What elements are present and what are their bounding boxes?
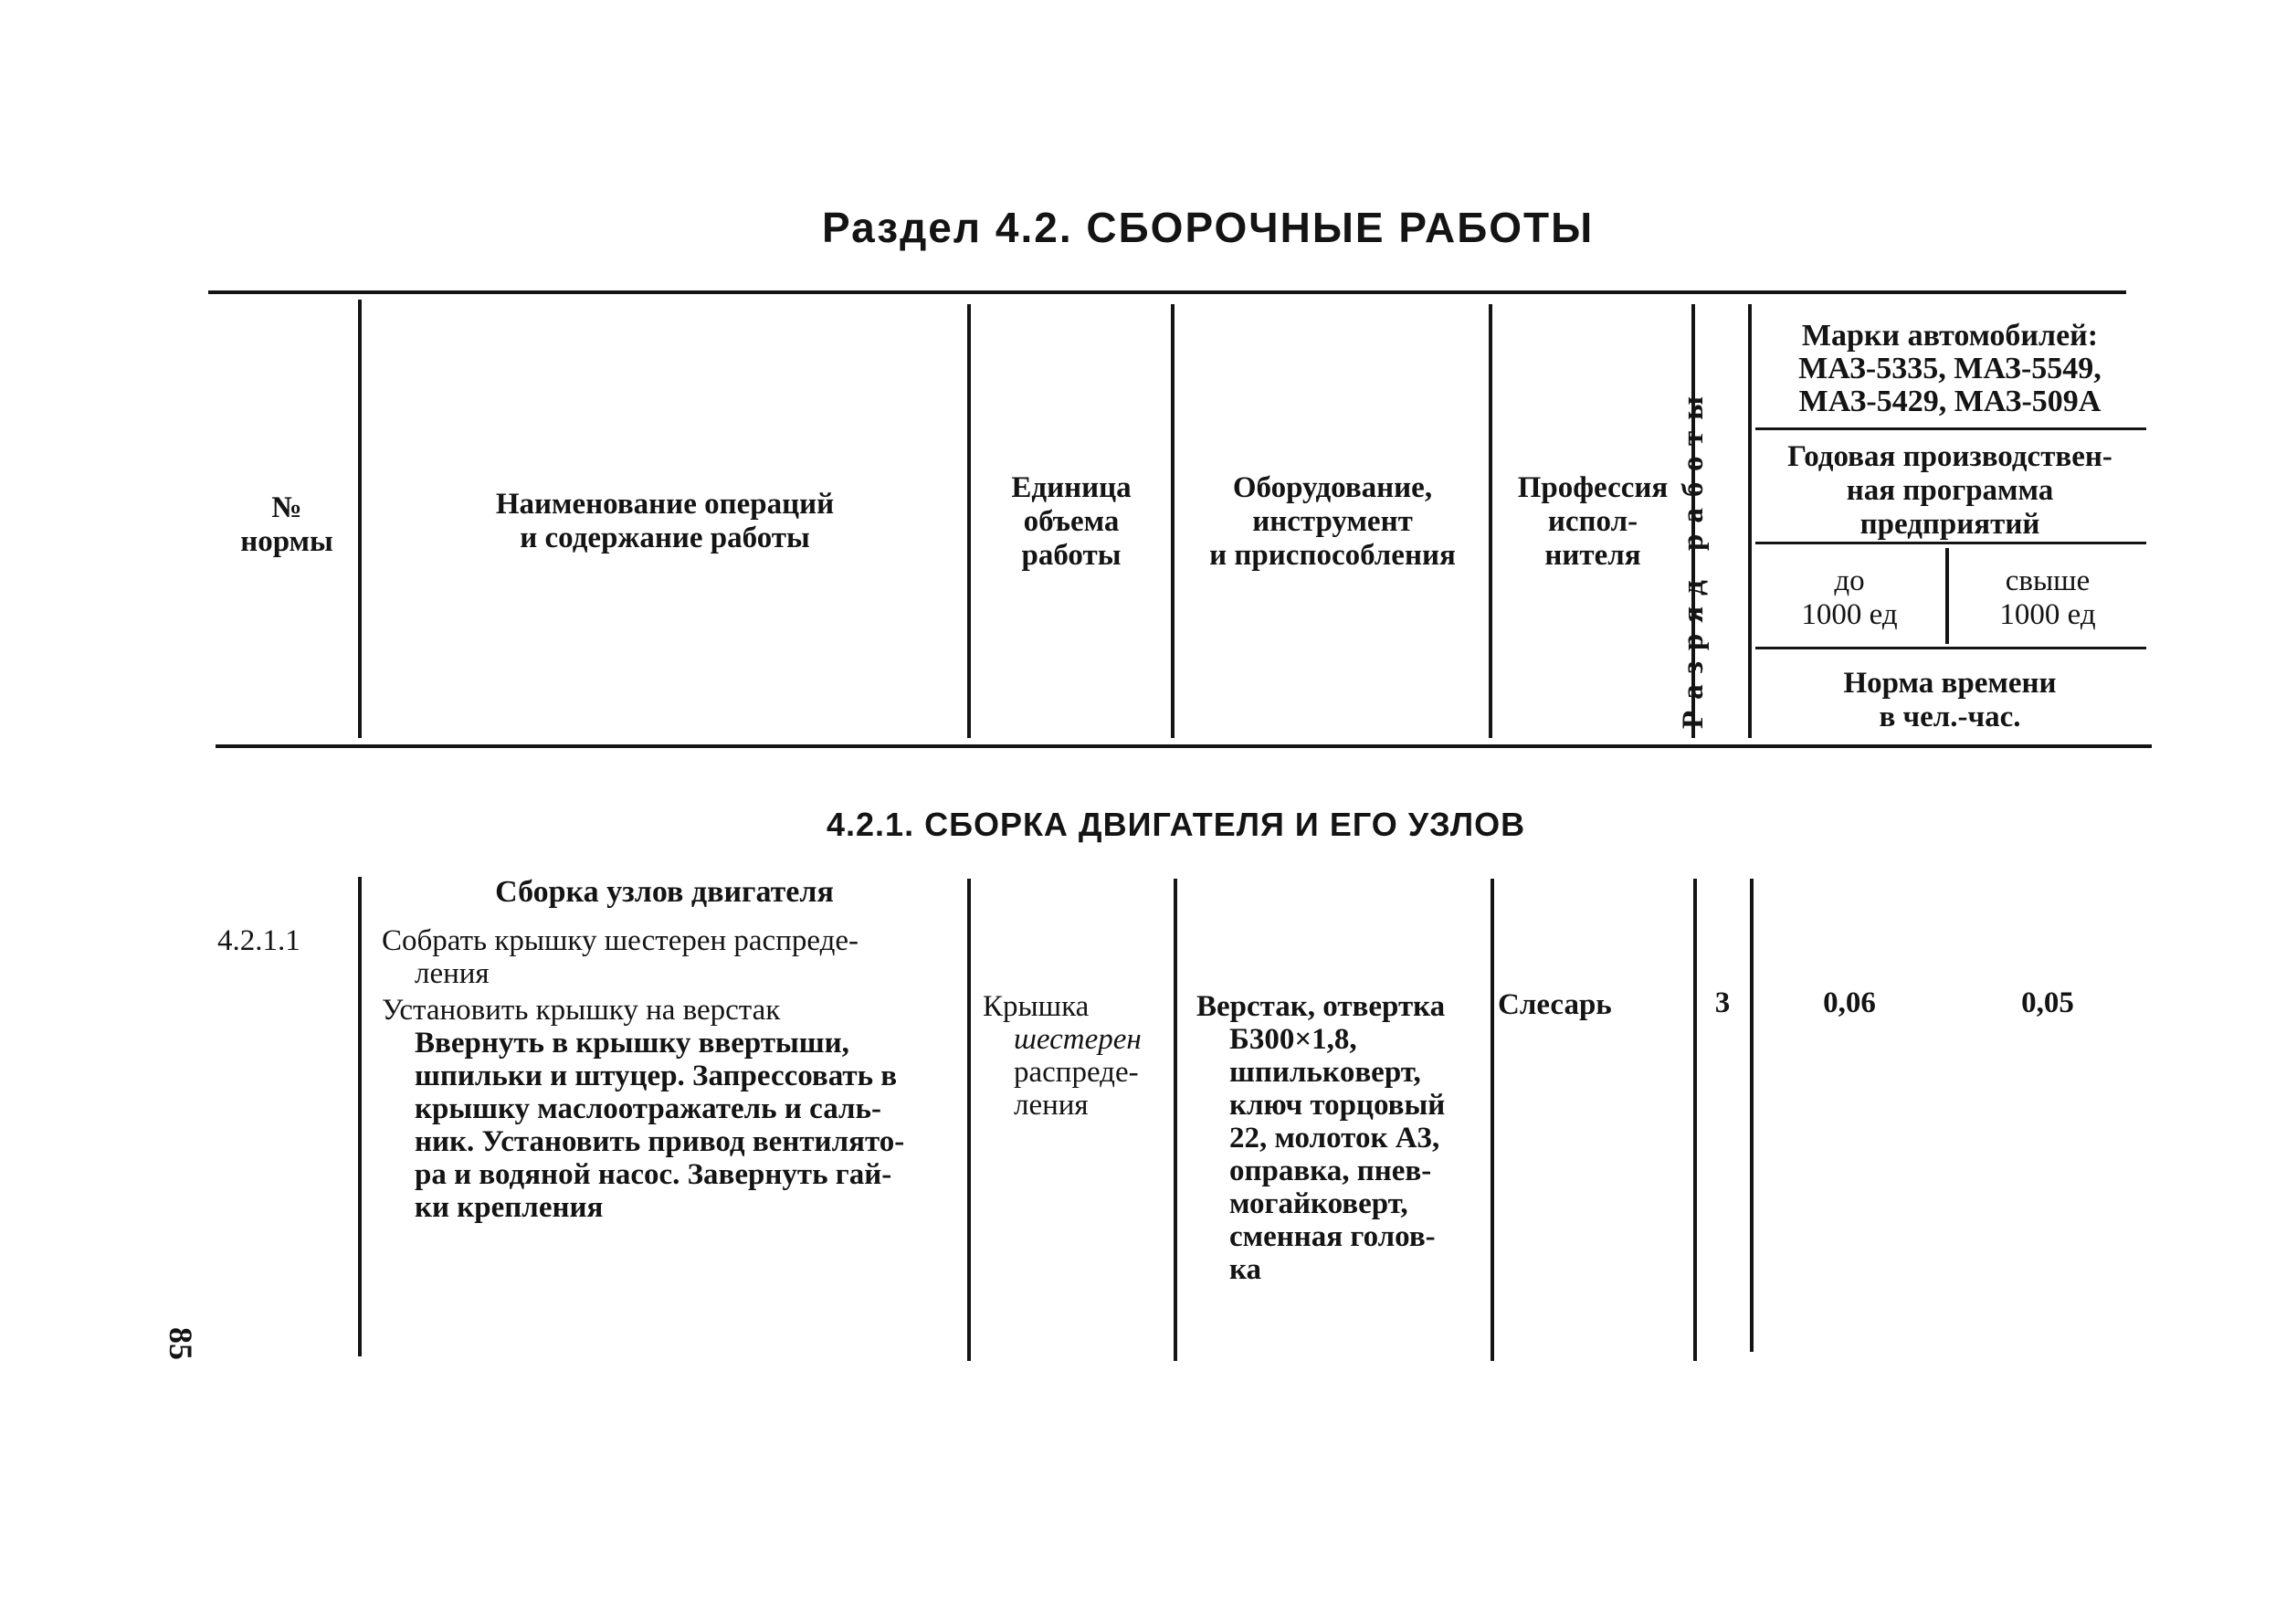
row-equipment — [1196, 990, 1489, 1286]
header-divider-2 — [967, 304, 971, 738]
page-number: 85 — [163, 1327, 199, 1360]
body-divider-4 — [1491, 879, 1494, 1361]
header-equipment-line-1: Оборудование, — [1232, 471, 1433, 504]
operation-line-2: ления — [415, 957, 490, 990]
header-unit-line-3: работы — [1021, 539, 1122, 572]
header-equipment-line-2: инструмент — [1252, 505, 1413, 538]
row-unit — [983, 990, 1165, 1122]
body-divider-1 — [358, 877, 362, 1356]
header-over-line-1: свыше — [2005, 564, 2091, 597]
header-brands-line-1: Марки автомобилей: — [1801, 319, 2099, 353]
header-bottom-rule — [216, 744, 2152, 748]
group-title: Сборка узлов двигателя — [495, 875, 834, 909]
body-divider-5 — [1693, 879, 1697, 1361]
equipment-line-1: Верстак, отвертка — [1196, 990, 1446, 1023]
header-profession-line-3: нителя — [1544, 539, 1641, 572]
row-profession: Слесарь — [1498, 988, 1612, 1021]
equipment-line-2: Б300×1,8, — [1229, 1023, 1357, 1056]
header-no-symbol: № — [271, 491, 302, 524]
body-divider-3 — [1174, 879, 1177, 1361]
header-profession-line-1: Профессия — [1517, 471, 1669, 504]
row-norm-upto: 0,06 — [1823, 986, 1876, 1019]
header-no — [216, 491, 358, 559]
header-over — [1949, 564, 2146, 632]
header-name — [363, 488, 966, 555]
header-norm-line-2: в чел.-час. — [1879, 701, 2021, 733]
header-program-line-1: Годовая производствен- — [1787, 440, 2112, 473]
header-divider-1 — [358, 300, 362, 738]
header-equipment-line-3: и приспособления — [1209, 539, 1456, 572]
header-profession-line-2: испол- — [1547, 505, 1638, 538]
header-equipment — [1176, 471, 1489, 573]
operation-line-7: ник. Установить привод вентилято- — [415, 1125, 905, 1158]
body-divider-6 — [1750, 879, 1754, 1352]
row-number: 4.2.1.1 — [217, 924, 300, 957]
equipment-line-5: 22, молоток А3, — [1229, 1122, 1440, 1155]
section-title: Раздел 4.2. СБОРОЧНЫЕ РАБОТЫ — [822, 204, 1595, 251]
equipment-line-9: ка — [1229, 1253, 1262, 1286]
unit-line-4: ления — [1014, 1089, 1089, 1122]
header-brands — [1754, 320, 2146, 418]
header-divider-3 — [1171, 304, 1175, 738]
equipment-line-7: могайковерт, — [1229, 1187, 1408, 1220]
header-rule-brands — [1755, 427, 2146, 430]
header-unit-line-1: Единица — [1011, 471, 1132, 504]
equipment-line-8: сменная голов- — [1229, 1220, 1436, 1253]
header-unit-line-2: объема — [1023, 505, 1120, 538]
header-over-line-2: 1000 ед — [1999, 598, 2096, 631]
header-top-rule — [208, 290, 2126, 294]
header-norm-line-1: Норма времени — [1843, 667, 2057, 700]
header-rule-volume — [1755, 647, 2146, 649]
header-norm — [1754, 667, 2146, 734]
unit-line-1: Крышка — [983, 990, 1090, 1023]
subsection-title: 4.2.1. СБОРКА ДВИГАТЕЛЯ И ЕГО УЗЛОВ — [827, 806, 1526, 843]
header-rank-vertical: Разряд работы — [1677, 385, 1710, 730]
operation-line-1: Собрать крышку шестерен распреде- — [382, 924, 859, 957]
operation-line-5: шпильки и штуцер. Запрессовать в — [415, 1060, 898, 1092]
row-operation-text — [382, 924, 966, 1224]
header-program-line-3: предприятий — [1859, 508, 2040, 541]
equipment-line-4: ключ торцовый — [1229, 1089, 1446, 1122]
header-upto — [1754, 564, 1945, 632]
unit-line-2: шестерен — [1014, 1023, 1142, 1056]
row-norm-over: 0,05 — [2021, 986, 2074, 1019]
body-divider-2 — [967, 879, 971, 1361]
header-no-label: нормы — [240, 525, 333, 558]
row-rank: 3 — [1714, 986, 1731, 1019]
header-name-line-1: Наименование операций — [495, 488, 835, 521]
operation-line-6: крышку маслоотражатель и саль- — [415, 1092, 881, 1125]
header-profession — [1494, 471, 1691, 573]
unit-line-3: распреде- — [1014, 1056, 1139, 1089]
header-program-line-2: ная программа — [1846, 474, 2054, 507]
header-divider-6 — [1748, 304, 1752, 738]
operation-line-4: Ввернуть в крышку ввертыши, — [415, 1027, 849, 1060]
operation-line-9: ки крепления — [415, 1191, 604, 1224]
header-rule-program — [1755, 542, 2146, 544]
equipment-line-6: оправка, пнев- — [1229, 1155, 1432, 1187]
header-name-line-2: и содержание работы — [520, 522, 810, 554]
operation-line-8: ра и водяной насос. Завернуть гай- — [415, 1158, 892, 1191]
header-unit — [972, 471, 1171, 573]
header-divider-4 — [1489, 304, 1492, 738]
header-program — [1754, 440, 2146, 542]
operation-line-3: Установить крышку на верстак — [382, 994, 781, 1027]
header-brands-line-3: МАЗ-5429, МАЗ-509А — [1798, 385, 2102, 418]
header-upto-line-2: 1000 ед — [1801, 598, 1898, 631]
header-upto-line-1: до — [1834, 564, 1865, 597]
header-brands-line-2: МАЗ-5335, МАЗ-5549, — [1798, 352, 2102, 385]
equipment-line-3: шпилькoверт, — [1229, 1056, 1421, 1089]
